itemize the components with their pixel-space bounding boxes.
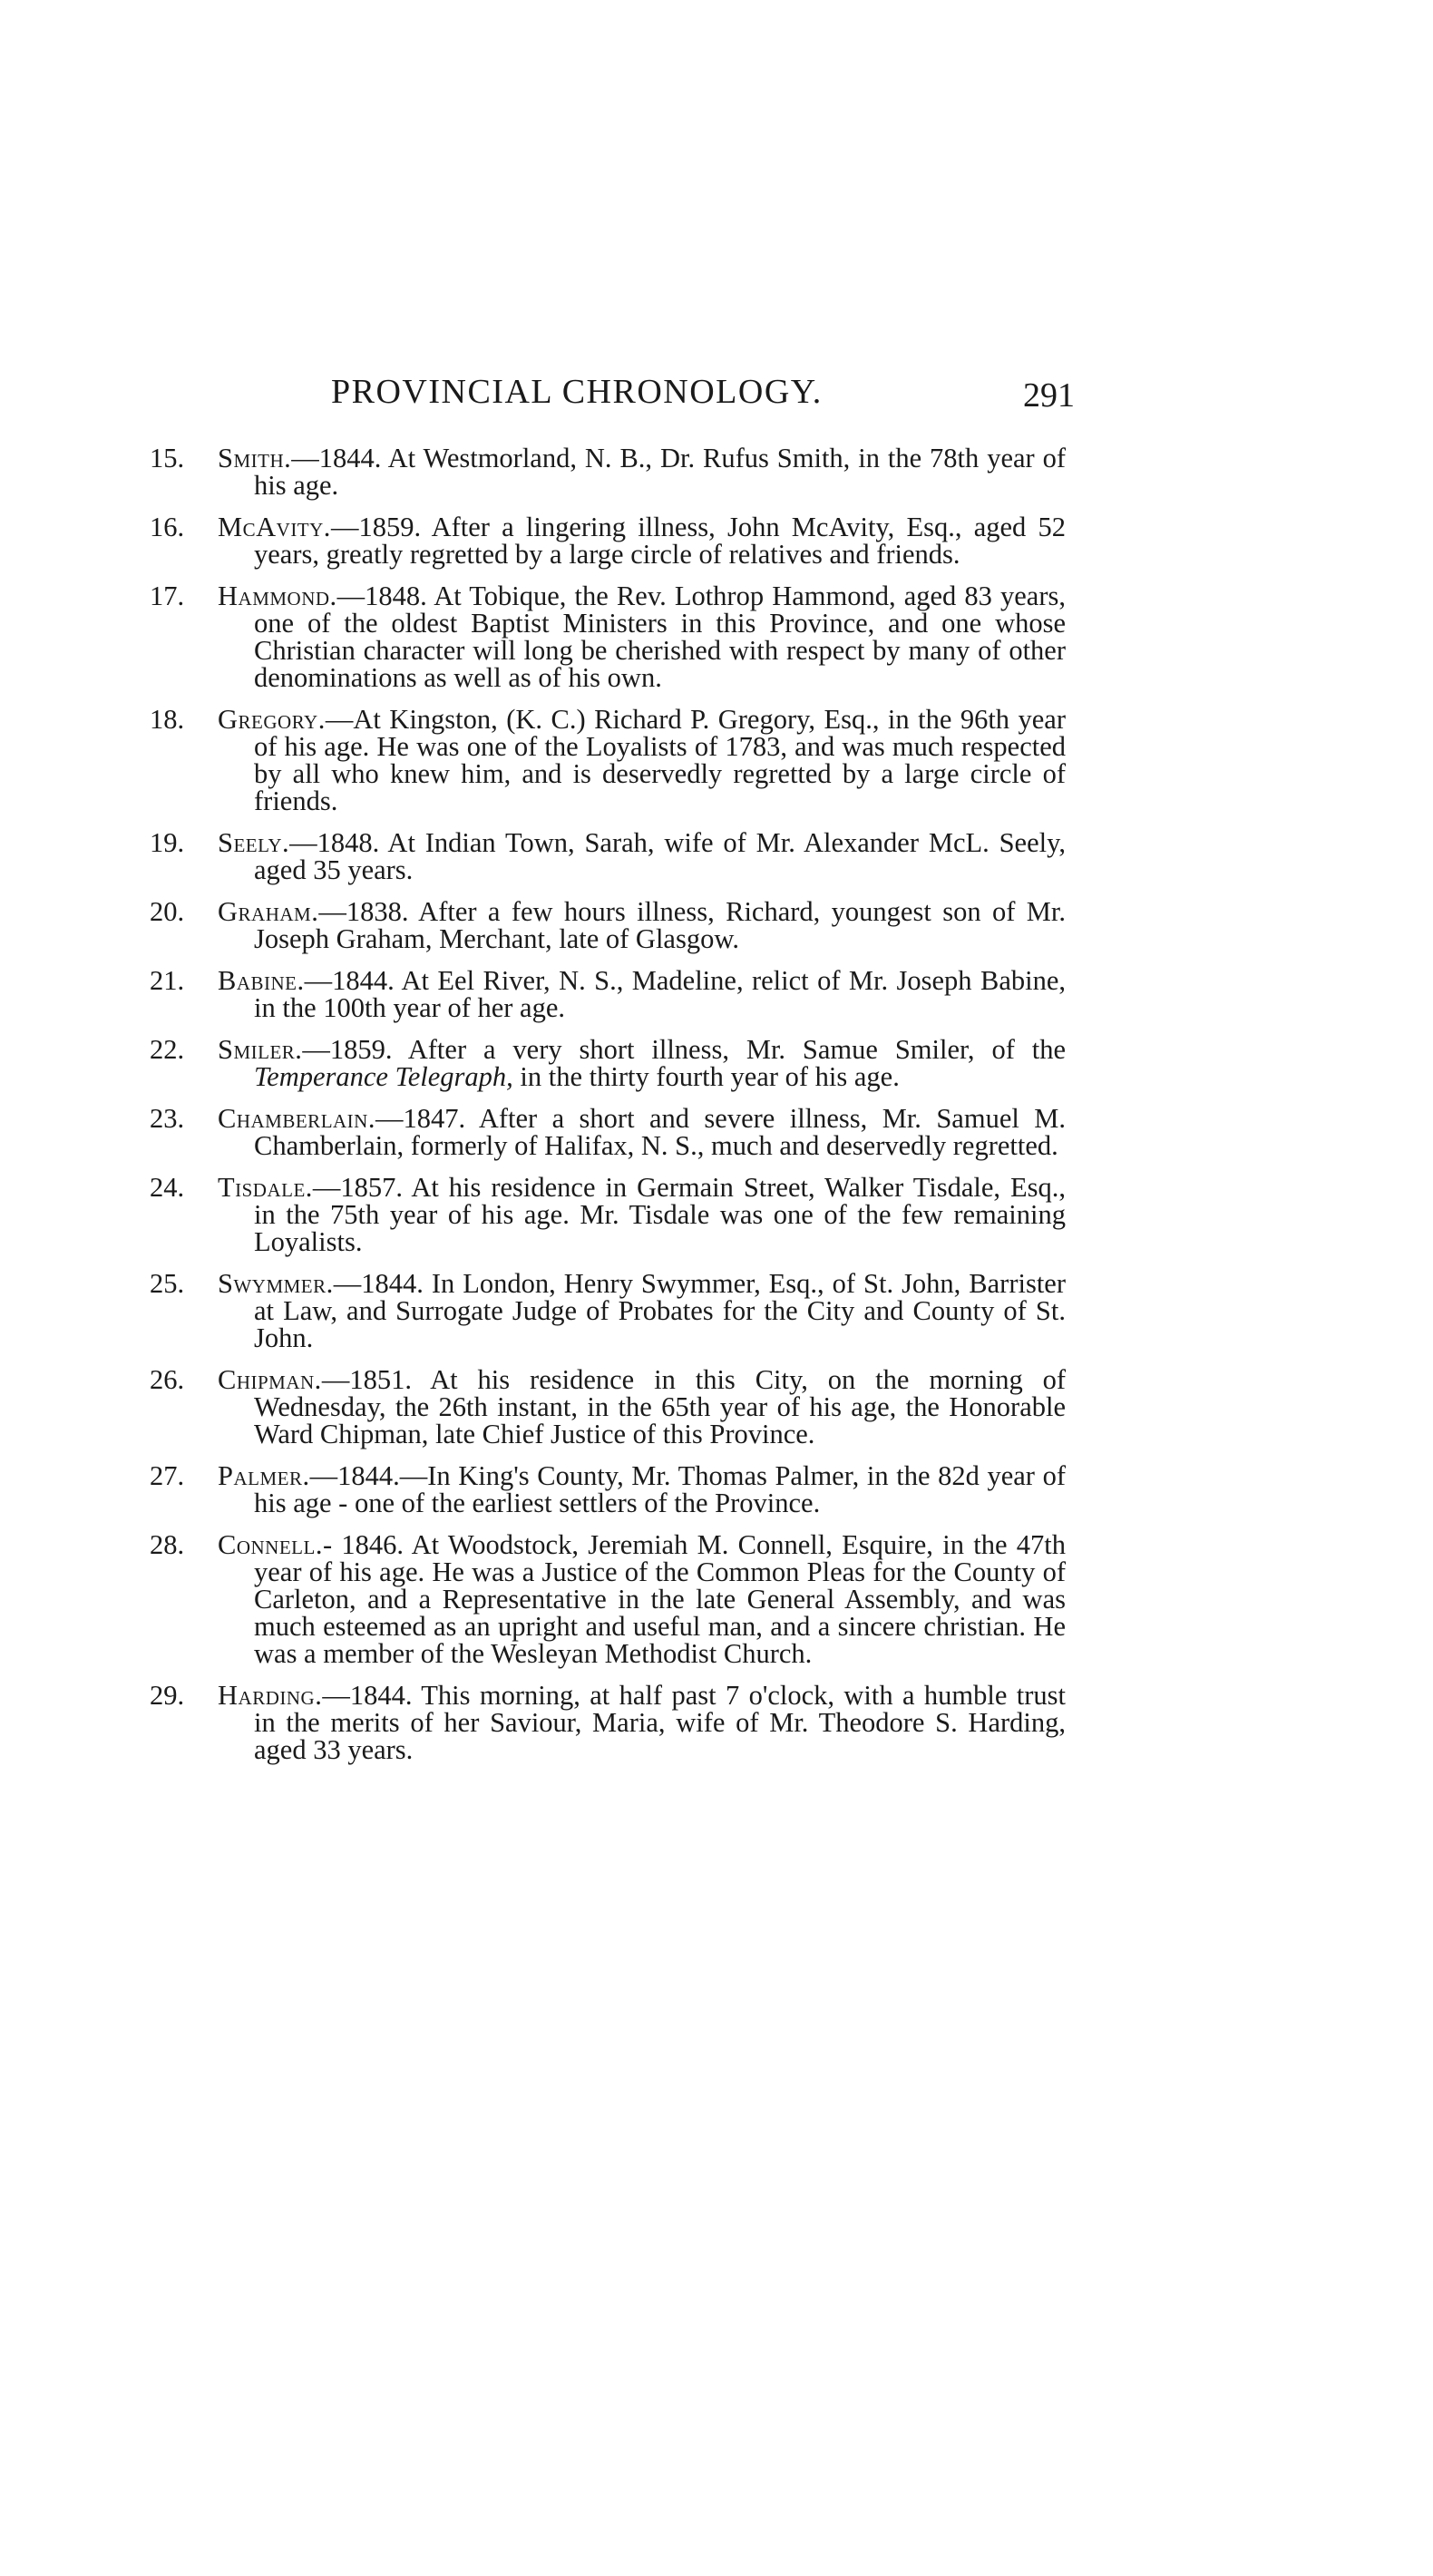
entry-name: Gregory. <box>218 704 326 735</box>
entry-name: Smith. <box>218 443 292 473</box>
entry-number: 27. <box>150 1460 185 1491</box>
entry-text: —1859. After a lingering illness, John McAvity, Esq., aged 52 years, greatly regretted by a large circle of relatives and friends. <box>254 512 1066 570</box>
entry-28 <box>150 1531 1066 1667</box>
entry-number: 24. <box>150 1172 185 1203</box>
entry-text: —1844.—In King's County, Mr. Thomas Palmer, in the 82d year of his age - one of the earliest settlers of the Province. <box>254 1460 1066 1518</box>
entry-text: —1851. At his residence in this City, on the morning of Wednesday, the 26th instant, in the 65th year of his age, the Honorable Ward Chipman, late Chief Justice of this Province. <box>254 1364 1066 1449</box>
entry-26 <box>150 1366 1066 1448</box>
entry-name: Tisdale. <box>218 1172 313 1203</box>
entry-number: 21. <box>150 965 185 996</box>
entry-name: Smiler. <box>218 1034 303 1065</box>
entry-name: Harding. <box>218 1680 323 1711</box>
entry-name: Swymmer. <box>218 1268 334 1299</box>
entry-text: —1857. At his residence in Germain Street, Walker Tisdale, Esq., in the 75th year of his age. Mr. Tisdale was one of the few remaining Loyalists. <box>254 1172 1066 1257</box>
chronology-entries <box>150 444 1066 1778</box>
newspaper-title: Temperance Telegraph, <box>254 1061 513 1092</box>
entry-name: Babine. <box>218 965 305 996</box>
entry-25 <box>150 1270 1066 1351</box>
entry-18 <box>150 706 1066 815</box>
running-title: PROVINCIAL CHRONOLOGY. <box>331 373 823 411</box>
entry-name: McAvity. <box>218 512 331 542</box>
entry-24 <box>150 1174 1066 1255</box>
entry-number: 20. <box>150 896 185 927</box>
entry-text: —1844. This morning, at half past 7 o'clock, with a humble trust in the merits of her Saviour, Maria, wife of Mr. Theodore S. Harding, aged 33 years. <box>254 1680 1066 1765</box>
entry-number: 22. <box>150 1034 185 1065</box>
entry-text-continued: in the thirty fourth year of his age. <box>512 1061 900 1092</box>
entry-text: —1838. After a few hours illness, Richard, youngest son of Mr. Joseph Graham, Merchant, late of Glasgow. <box>254 896 1066 954</box>
entry-number: 28. <box>150 1529 185 1560</box>
entry-number: 17. <box>150 581 185 611</box>
entry-29 <box>150 1682 1066 1763</box>
entry-name: Chipman. <box>218 1364 322 1395</box>
entry-text: —1844. At Eel River, N. S., Madeline, relict of Mr. Joseph Babine, in the 100th year of her age. <box>254 965 1066 1023</box>
entry-text: —1844. In London, Henry Swymmer, Esq., of St. John, Barrister at Law, and Surrogate Judge of Probates for the City and County of St. John. <box>254 1268 1066 1353</box>
entry-20 <box>150 898 1066 952</box>
entry-name: Graham. <box>218 896 319 927</box>
entry-text: —1844. At Westmorland, N. B., Dr. Rufus Smith, in the 78th year of his age. <box>254 443 1066 501</box>
page-number: 291 <box>1023 376 1075 415</box>
entry-19 <box>150 829 1066 883</box>
entry-number: 18. <box>150 704 185 735</box>
entry-23 <box>150 1105 1066 1159</box>
entry-number: 29. <box>150 1680 185 1711</box>
entry-text: —1848. At Indian Town, Sarah, wife of Mr. Alexander McL. Seely, aged 35 years. <box>254 827 1066 885</box>
page-header <box>331 372 1075 426</box>
entry-15 <box>150 444 1066 499</box>
entry-text: —1848. At Tobique, the Rev. Lothrop Hammond, aged 83 years, one of the oldest Baptist Ministers in this Province, and one whose Christian character will long be cherished with respect by many of other denominations as well as of his own. <box>254 581 1066 693</box>
entry-number: 16. <box>150 512 185 542</box>
entry-name: Chamberlain. <box>218 1103 375 1134</box>
entry-name: Palmer. <box>218 1460 310 1491</box>
entry-17 <box>150 582 1066 691</box>
entry-number: 15. <box>150 443 185 473</box>
entry-number: 26. <box>150 1364 185 1395</box>
entry-22 <box>150 1036 1066 1090</box>
entry-name: Hammond. <box>218 581 337 611</box>
entry-21 <box>150 967 1066 1021</box>
entry-text: —1847. After a short and severe illness, Mr. Samuel M. Chamberlain, formerly of Halifax, N. S., much and deservedly regretted. <box>254 1103 1066 1161</box>
entry-name: Connell. <box>218 1529 323 1560</box>
entry-number: 19. <box>150 827 185 858</box>
entry-number: 25. <box>150 1268 185 1299</box>
entry-text: —1859. After a very short illness, Mr. Samue Smiler, of the <box>302 1034 1066 1065</box>
entry-27 <box>150 1462 1066 1517</box>
entry-text: - 1846. At Woodstock, Jeremiah M. Connell, Esquire, in the 47th year of his age. He was a Justice of the Common Pleas for the County of Carleton, and a Representative in the late General Assembly, and was much esteemed as an upright and useful man, and a sincere christian. He was a member of the Wesleyan Methodist Church. <box>254 1529 1066 1669</box>
entry-name: Seely. <box>218 827 290 858</box>
entry-16 <box>150 513 1066 568</box>
entry-number: 23. <box>150 1103 185 1134</box>
entry-text: —At Kingston, (K. C.) Richard P. Gregory, Esq., in the 96th year of his age. He was one of the Loyalists of 1783, and was much respected by all who knew him, and is deservedly regretted by a large circle of friends. <box>254 704 1066 816</box>
